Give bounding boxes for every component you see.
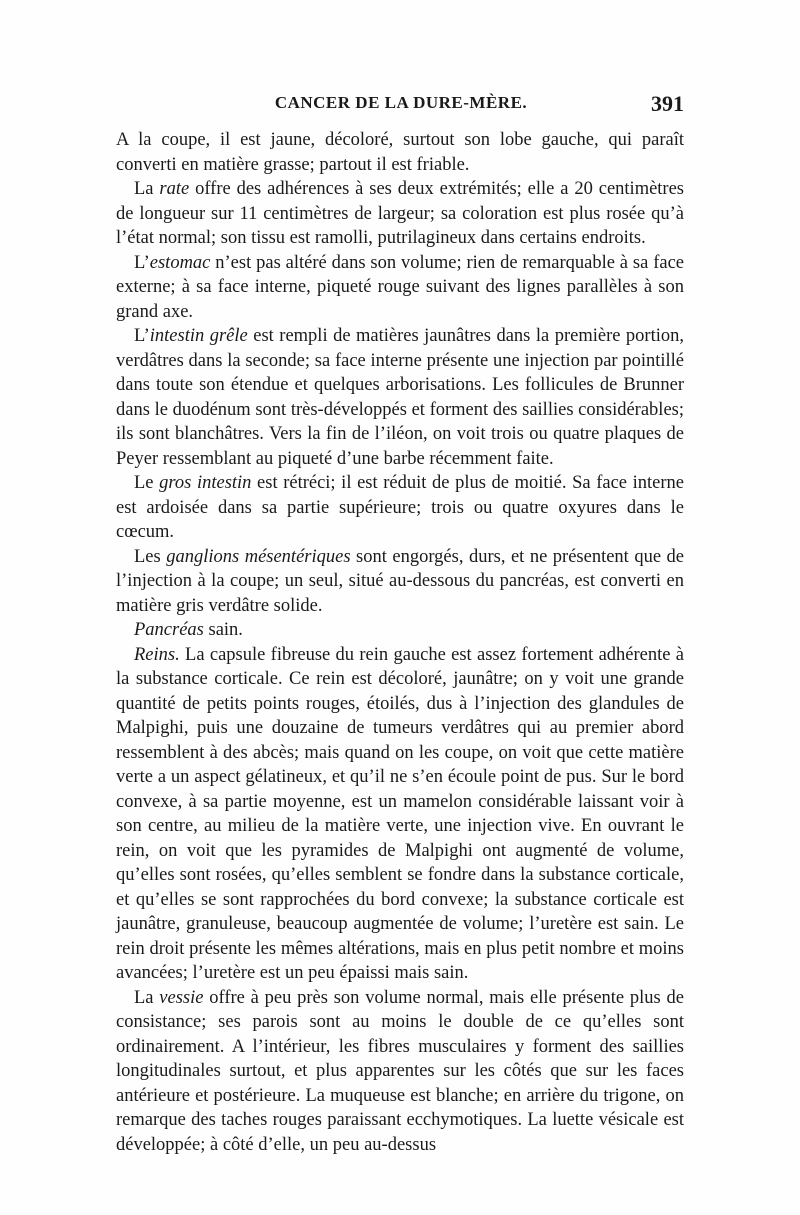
paragraph-small-intestine bbox=[116, 324, 684, 471]
paragraph-text: est rempli de matières jaunâtres dans la première portion, verdâtres dans la seconde; sa face interne présente une injection par pointillé dans toute son étendue et quelques arborisations. Les follicules de Brunner dans le duodénum sont très-développés et forment des saillies considérables; ils sont blanchâtres. Vers la fin de l’iléon, on voit trois ou quatre plaques de Peyer ressemblant au piqueté d’une barbe récemment faite. bbox=[116, 326, 684, 469]
organ-term: rate bbox=[159, 179, 190, 199]
organ-term: Reins. bbox=[134, 644, 180, 665]
paragraph-text: La capsule fibreuse du rein gauche est assez fortement adhérente à la substance corticale. Ce rein est décoloré, jaunâtre; on y voit une grande quantité de petits points rouges, étoilés, dus à l’injection des glandules de Malpighi, puis une douzaine de tumeurs verdâtres qui au premier abord ressemblent à des abcès; mais quand on les coupe, on voit que cette matière verte a un aspect gélatineux, et qu’il ne s’en écoule point de pus. Sur le bord convexe, à sa partie moyenne, est un mamelon considérable laissant voir à son centre, au milieu de la matière verte, une injection vive. En ouvrant le rein, on voit que les pyramides de Malpighi ont augmenté de volume, qu’elles sont rosées, qu’elles semblent se fondre dans la substance corticale, et qu’elles se sont rapprochées du bord convexe; la substance corticale est jaunâtre, granuleuse, beaucoup augmentée de volume; l’uretère est sain. Le rein droit présente les mêmes altérations, mais en plus petit nombre et moins avancées; l’uretère est un peu épaissi mais sain. bbox=[116, 644, 684, 983]
organ-term: intestin grêle bbox=[149, 326, 248, 346]
paragraph-text: sain. bbox=[203, 620, 243, 640]
organ-term: ganglions mésentériques bbox=[166, 546, 351, 567]
paragraph-large-intestine bbox=[116, 471, 684, 545]
paragraph-bladder bbox=[116, 986, 684, 1158]
paragraph-text: A la coupe, il est jaune, décoloré, surtout son lobe gauche, qui paraît converti en matière grasse; partout il est friable. bbox=[116, 130, 684, 175]
organ-term: estomac bbox=[149, 252, 211, 273]
page-number: 391 bbox=[651, 91, 684, 116]
running-title: CANCER DE LA DURE-MÈRE. bbox=[274, 93, 528, 112]
paragraph-lead: La bbox=[134, 987, 160, 1008]
paragraph-text: sont engorgés, durs, et ne présentent que de l’injection à la coupe; un seul, situé au-dessous du pancréas, est converti en matière gris verdâtre solide. bbox=[116, 546, 685, 616]
paragraph-kidneys bbox=[116, 643, 684, 986]
paragraph-lead: Le bbox=[134, 473, 160, 493]
paragraph-mesenteric-ganglia bbox=[116, 545, 684, 619]
paragraph-text: n’est pas altéré dans son volume; rien de remarquable à sa face externe; à sa face interne, piqueté rouge suivant des lignes parallèles à son grand axe. bbox=[116, 252, 684, 322]
paragraph-text: offre à peu près son volume normal, mais elle présente plus de consistance; ses parois sont au moins le double de ce qu’elles sont ordinairement. A l’intérieur, les fibres musculaires y forment des saillies longitudinales surtout, et plus apparentes sur les côtés que sur les faces antérieure et postérieure. La muqueuse est blanche; en arrière du trigone, on remarque des taches rouges paraissant ecchymotiques. La luette vésicale est développée; à côté d’elle, un peu au-dessus bbox=[116, 987, 684, 1155]
organ-term: Pancréas bbox=[134, 620, 204, 640]
paragraph-pancreas bbox=[116, 618, 684, 643]
paragraph-lead: L’ bbox=[134, 252, 150, 273]
paragraph-lead: Les bbox=[134, 546, 167, 567]
paragraph-lead: L’ bbox=[134, 326, 150, 346]
body-text bbox=[116, 128, 684, 1157]
paragraph-text: est rétréci; il est réduit de plus de moitié. Sa face interne est ardoisée dans sa partie supérieure; trois ou quatre oxyures dans le cœcum. bbox=[116, 473, 684, 542]
paragraph-stomach bbox=[116, 251, 684, 325]
organ-term: vessie bbox=[159, 987, 204, 1008]
paragraph-text: offre des adhérences à ses deux extrémités; elle a 20 centimètres de longueur sur 11 centimètres de largeur; sa coloration est plus rosée qu’à l’état normal; son tissu est ramolli, putrilagineux dans certains endroits. bbox=[116, 179, 685, 248]
paragraph-liver bbox=[116, 128, 684, 177]
organ-term: gros intestin bbox=[159, 473, 252, 493]
running-head bbox=[118, 93, 684, 123]
paragraph-lead: La bbox=[134, 179, 160, 199]
paragraph-spleen bbox=[116, 177, 684, 251]
